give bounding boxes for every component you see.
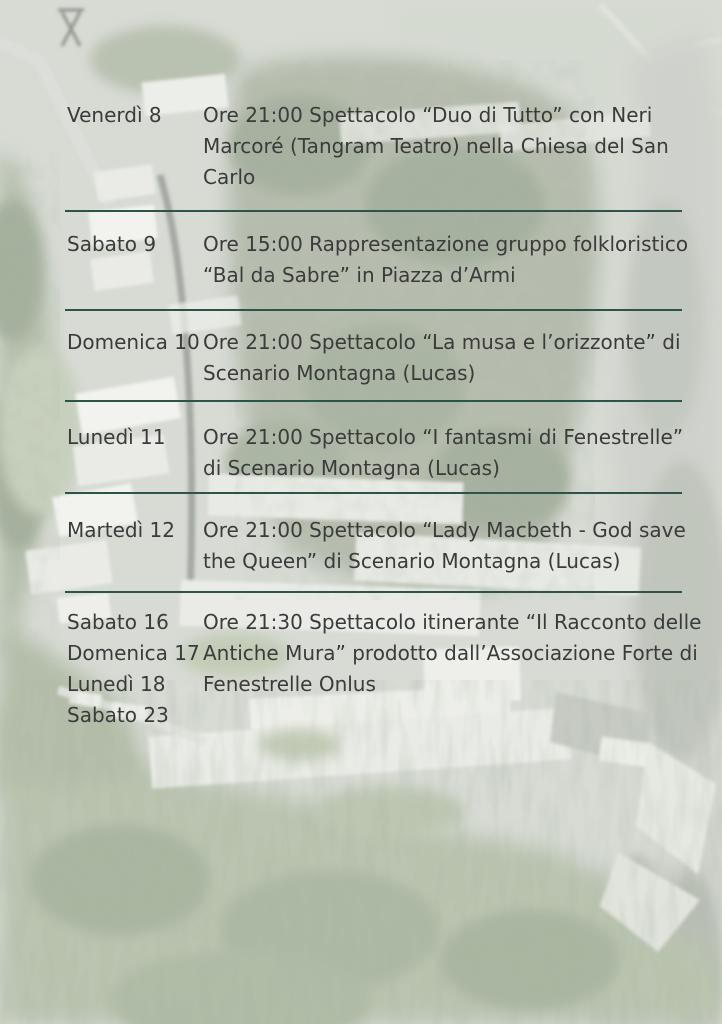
event-date: Lunedì 11 — [67, 425, 166, 449]
row-divider — [65, 492, 682, 494]
row-divider — [65, 309, 682, 311]
event-description-line: Ore 21:00 Spettacolo “Duo di Tutto” con Neri — [203, 103, 653, 127]
event-row-venerdi-8 — [67, 100, 687, 193]
event-description-line: “Bal da Sabre” in Piazza d’Armi — [203, 263, 516, 287]
event-description-line: the Queen” di Scenario Montagna (Lucas) — [203, 549, 621, 573]
event-date: Venerdì 8 — [67, 103, 162, 127]
event-description — [203, 100, 687, 193]
event-description — [203, 515, 687, 577]
event-dates — [67, 422, 203, 453]
event-row-martedi-12 — [67, 515, 687, 577]
event-description-line: Ore 15:00 Rappresentazione gruppo folkloristico — [203, 232, 689, 256]
event-row-lunedi-11 — [67, 422, 687, 484]
event-date: Domenica 10 — [67, 330, 200, 354]
event-row-domenica-10 — [67, 327, 687, 389]
event-date: Sabato 23 — [67, 703, 169, 727]
event-description — [203, 327, 687, 389]
row-divider — [65, 591, 682, 593]
event-dates — [67, 229, 203, 260]
event-date: Domenica 17 — [67, 641, 200, 665]
event-description-line: Ore 21:30 Spettacolo itinerante “Il Racconto delle — [203, 610, 702, 634]
event-dates — [67, 100, 203, 131]
event-description-line: Fenestrelle Onlus — [203, 672, 376, 696]
event-dates — [67, 515, 203, 546]
event-date: Sabato 16 — [67, 610, 169, 634]
event-description-line: Marcoré (Tangram Teatro) nella Chiesa del San — [203, 134, 669, 158]
event-description-line: Ore 21:00 Spettacolo “I fantasmi di Fenestrelle” — [203, 425, 684, 449]
row-divider — [65, 210, 682, 212]
event-description-line: Antiche Mura” prodotto dall’Associazione Forte di — [203, 641, 698, 665]
event-description-line: di Scenario Montagna (Lucas) — [203, 456, 500, 480]
event-description — [203, 607, 701, 700]
row-divider — [65, 400, 682, 402]
event-description-line: Scenario Montagna (Lucas) — [203, 361, 476, 385]
event-description-line: Ore 21:00 Spettacolo “La musa e l’orizzonte” di — [203, 330, 681, 354]
event-row-sabato-9 — [67, 229, 687, 291]
event-description-line: Carlo — [203, 165, 256, 189]
event-dates — [67, 607, 203, 731]
event-date: Sabato 9 — [67, 232, 157, 256]
event-row-weekend-dates — [67, 607, 702, 731]
event-description-line: Ore 21:00 Spettacolo “Lady Macbeth - God save — [203, 518, 686, 542]
event-description — [203, 422, 687, 484]
event-date: Lunedì 18 — [67, 672, 166, 696]
event-dates — [67, 327, 203, 358]
event-description — [203, 229, 688, 291]
event-date: Martedì 12 — [67, 518, 175, 542]
